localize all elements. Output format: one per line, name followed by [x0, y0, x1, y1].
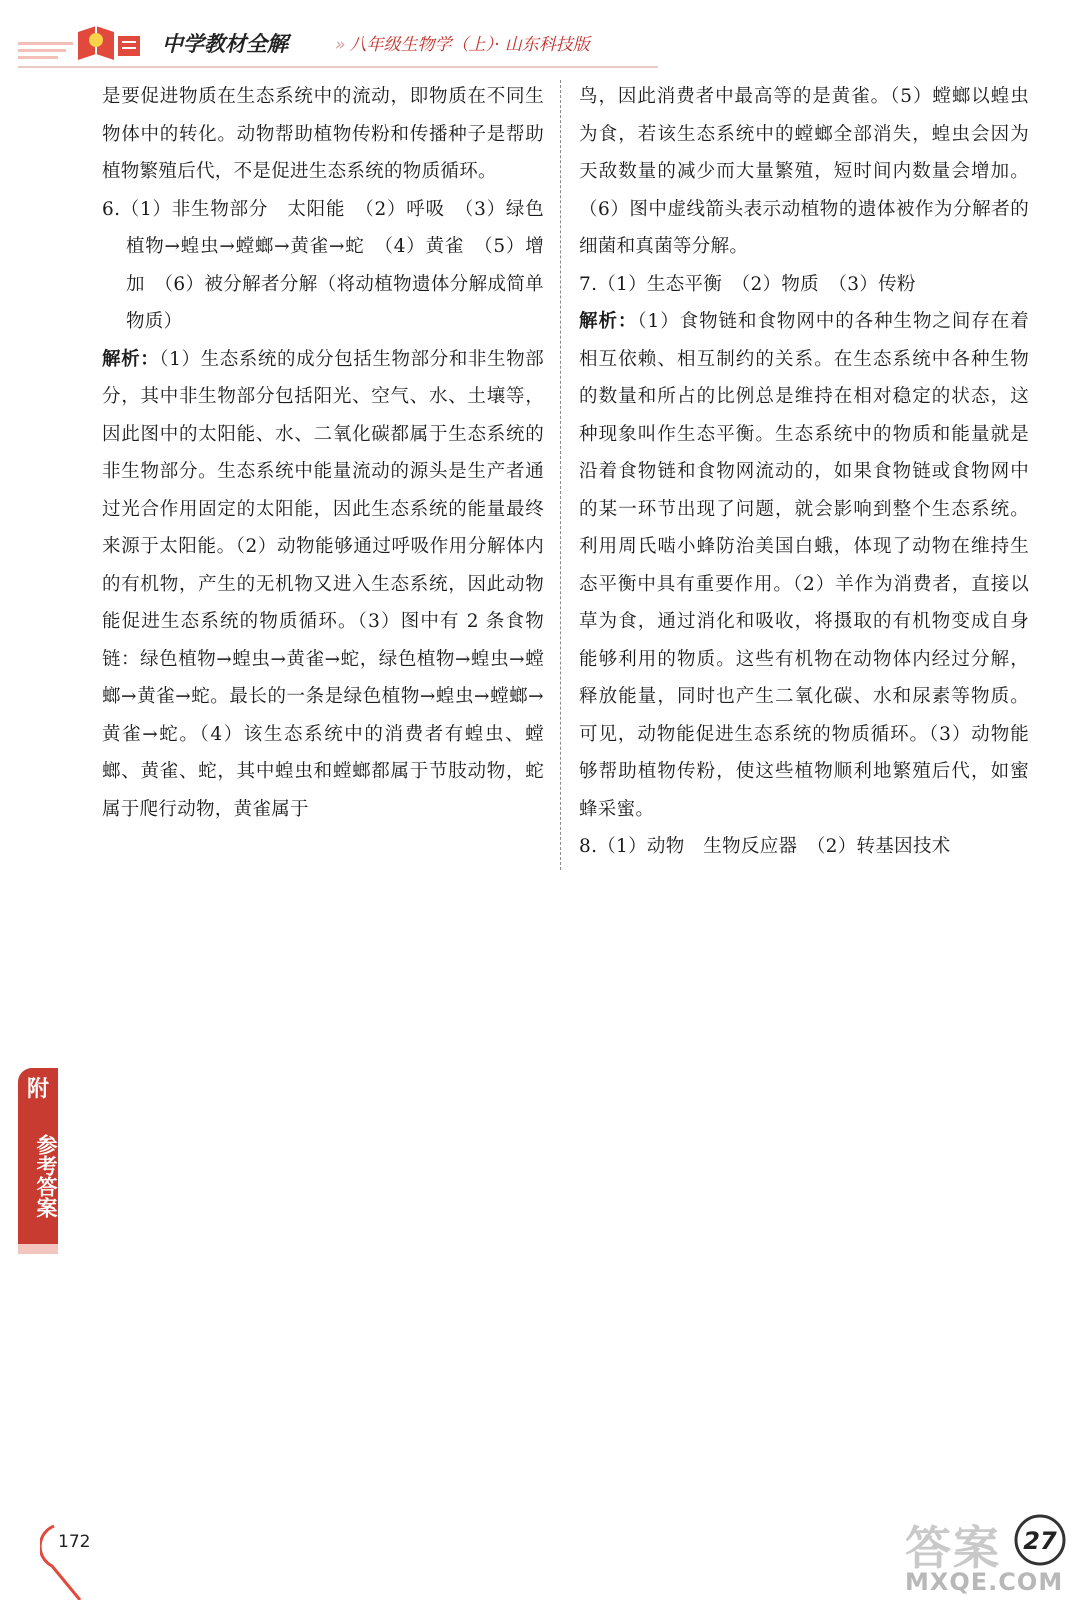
watermark-logo-text: 答案 [905, 1521, 1001, 1575]
watermark-url: MXQE.COM [905, 1568, 1064, 1596]
column-divider [560, 80, 561, 870]
watermark-badge-icon [1012, 1512, 1068, 1568]
right-column [579, 78, 1029, 866]
book-logo-icon [18, 22, 148, 68]
q6-answer: 6.（1）非生物部分 太阳能 （2）呼吸 （3）绿色植物→蝗虫→螳螂→黄雀→蛇 （4）黄雀 （5）增加 （6）被分解者分解（将动植物遗体分解成简单物质） [102, 198, 544, 332]
page-header [0, 0, 1085, 72]
q8-answer: 8.（1）动物 生物反应器 （2）转基因技术 [579, 836, 951, 857]
analysis-label-q7: 解析： [579, 311, 638, 332]
book-subtitle-text: 八年级生物学（上）· 山东科技版 [349, 35, 590, 55]
q7-analysis-text: （1）食物链和食物网中的各种生物之间存在着相互依赖、相互制约的关系。在生态系统中各种生物的数量和所占的比例总是维持在相对稳定的状态，这种现象叫作生态平衡。生态系统中的物质和能量就是沿着食物链和食物网流动的，如果食物链或食物网中的某一环节出现了问题，就会影响到整个生态系统。利用周氏啮小蜂防治美国白蛾，体现了动物在维持生态平衡中具有重要作用。（2）羊作为消费者，直接以草为食，通过消化和吸收，将摄取的有机物变成自身能够利用的物质。这些有机物在动物体内经过分解，释放能量，同时也产生二氧化碳、水和尿素等物质。可见，动物能促进生态系统的物质循环。（3）动物能够帮助植物传粉，使这些植物顺利地繁殖后代，如蜜蜂采蜜。 [579, 311, 1029, 820]
book-subtitle: » 八年级生物学（上）· 山东科技版 [335, 35, 590, 55]
header-rule [18, 66, 658, 68]
side-tab-label: 参考答案 [34, 1134, 58, 1218]
continued-paragraph-right: 鸟，因此消费者中最高等的是黄雀。（5）螳螂以蝗虫为食，若该生态系统中的螳螂全部消失，蝗虫会因为天敌数量的减少而大量繁殖，短时间内数量会增加。（6）图中虚线箭头表示动植物的遗体被作为分解者的细菌和真菌等分解。 [579, 86, 1029, 257]
q7-answer: 7.（1）生态平衡 （2）物质 （3）传粉 [579, 273, 916, 295]
book-title: 中学教材全解 [162, 32, 288, 56]
watermark-badge-number: 27 [1023, 1527, 1057, 1555]
q7-analysis [579, 303, 1029, 828]
q6-analysis [102, 341, 544, 829]
continued-paragraph: 是要促进物质在生态系统中的流动，即物质在不同生物体中的转化。动物帮助植物传粉和传播种子是帮助植物繁殖后代，不是促进生态系统的物质循环。 [102, 86, 544, 182]
left-column [102, 78, 544, 828]
page-number: 172 [58, 1532, 91, 1552]
q6-analysis-text: （1）生态系统的成分包括生物部分和非生物部分，其中非生物部分包括阳光、空气、水、土壤等，因此图中的太阳能、水、二氧化碳都属于生态系统的非生物部分。生态系统中能量流动的源头是生产者通过光合作用固定的太阳能，因此生态系统的能量最终来源于太阳能。（2）动物能够通过呼吸作用分解体内的有机物，产生的无机物又进入生态系统，因此动物能促进生态系统的物质循环。（3）图中有 2 条食物链：绿色植物→蝗虫→黄雀→蛇，绿色植物→蝗虫→螳螂→黄雀→蛇。最长的一条是绿色植物→蝗虫→螳螂→黄雀→蛇。（4）该生态系统中的消费者有蝗虫、螳螂、黄雀、蛇，其中蝗虫和螳螂都属于节肢动物，蛇属于爬行动物，黄雀属于 [102, 348, 545, 820]
analysis-label: 解析： [102, 348, 160, 370]
side-tab-top-char: 附 [26, 1077, 49, 1102]
